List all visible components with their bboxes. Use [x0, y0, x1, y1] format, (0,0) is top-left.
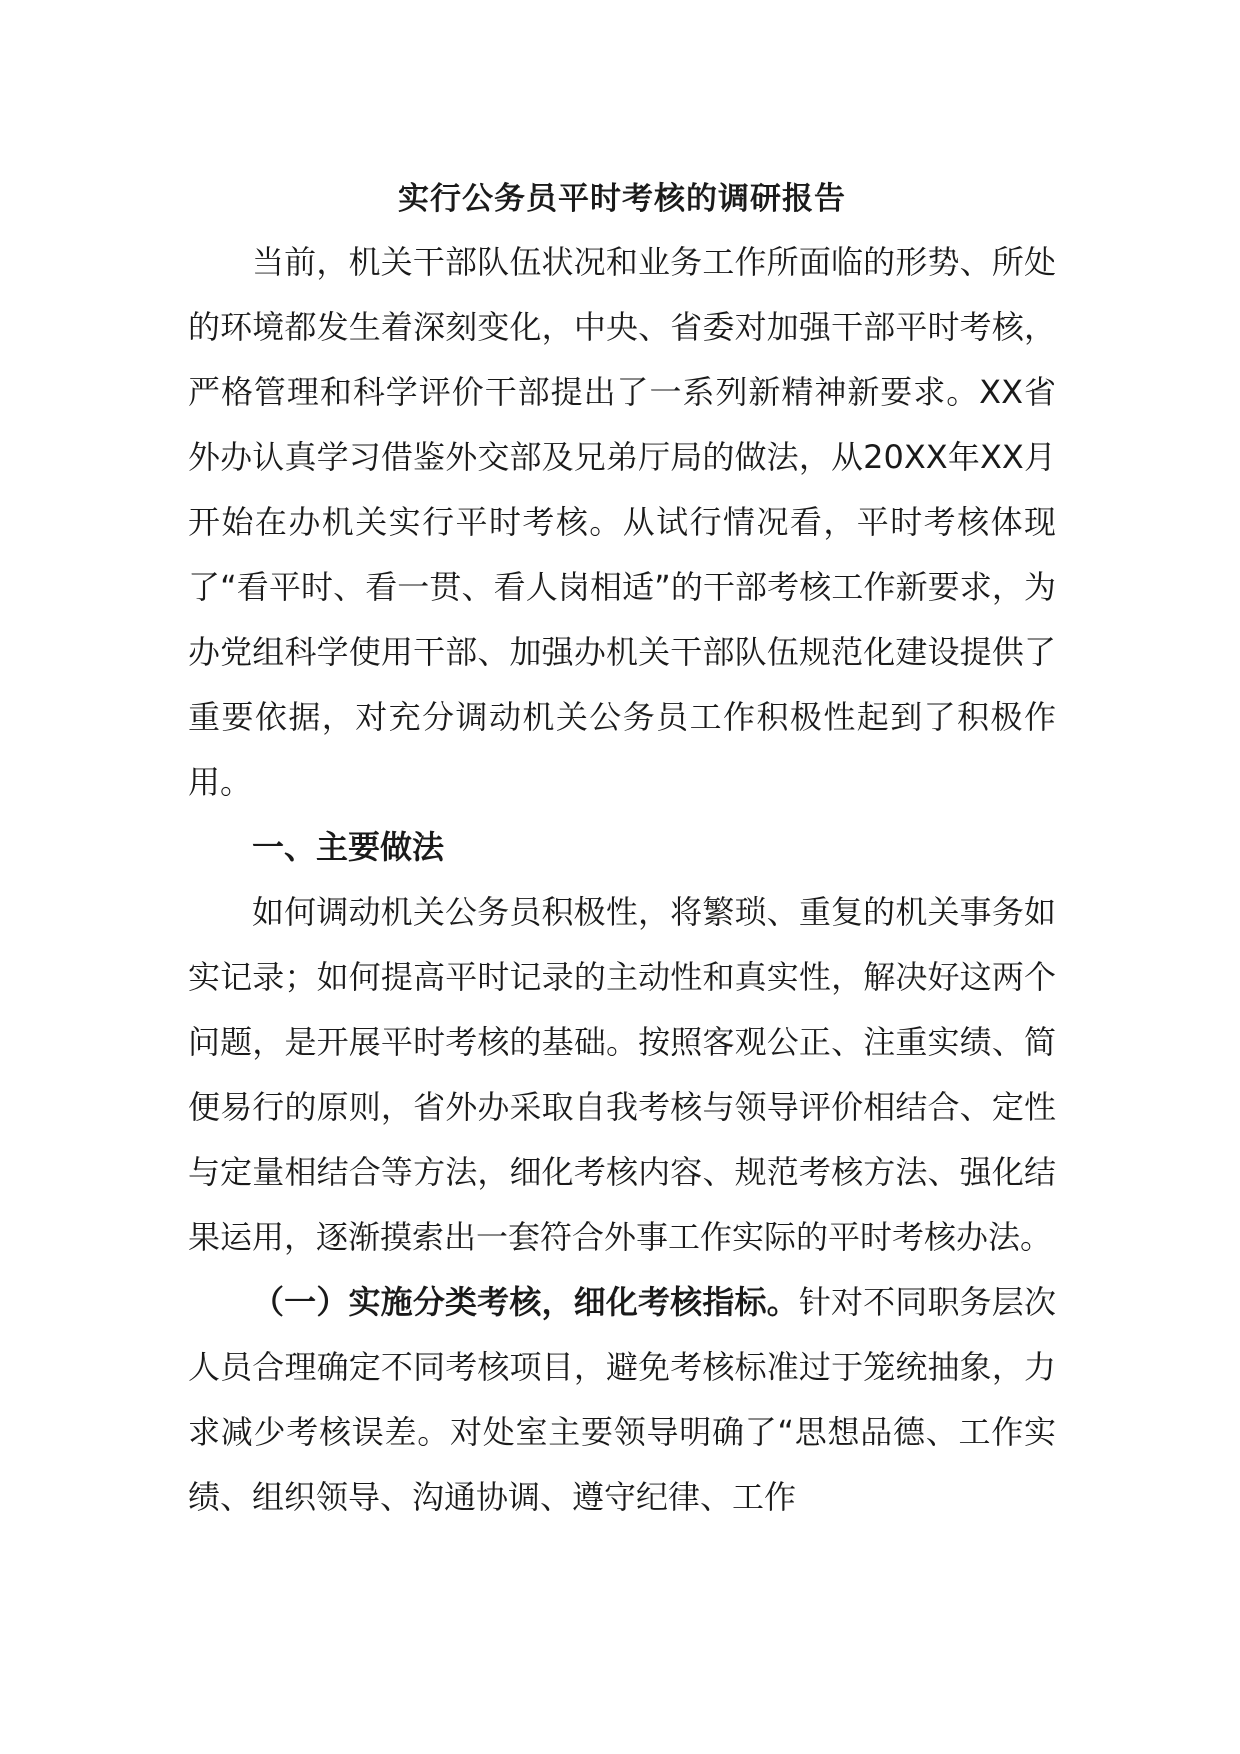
- document-title: 实行公务员平时考核的调研报告: [398, 181, 846, 217]
- section-body-paragraph: 如何调动机关公务员积极性，将繁琐、重复的机关事务如实记录；如何提高平时记录的主动性和真实性，解决好这两个问题，是开展平时考核的基础。按照客观公正、注重实绩、简便易行的原则，省外办采取自我考核与领导评价相结合、定性与定量相结合等方法，细化考核内容、规范考核方法、强化结果运用，逐渐摸索出一套符合外事工作实际的平时考核办法。: [188, 893, 1056, 1256]
- document-content: [188, 168, 1056, 1530]
- subsection-body-text: 针对不同职务层次人员合理确定不同考核项目，避免考核标准过于笼统抽象，力求减少考核误差。对处室主要领导明确了“思想品德、工作实绩、组织领导、沟通协调、遵守纪律、工作: [188, 1283, 1056, 1516]
- subsection-lead-heading: （一）实施分类考核，细化考核指标。: [252, 1283, 799, 1321]
- subsection-paragraph: [188, 1270, 1056, 1530]
- section-heading-main-practices: 一、主要做法: [252, 828, 445, 866]
- intro-paragraph: 当前，机关干部队伍状况和业务工作所面临的形势、所处的环境都发生着深刻变化，中央、省委对加强干部平时考核，严格管理和科学评价干部提出了一系列新精神新要求。XX省外办认真学习借鉴外交部及兄弟厅局的做法，从20XX年XX月开始在办机关实行平时考核。从试行情况看，平时考核体现了“看平时、看一贯、看人岗相适”的干部考核工作新要求，为办党组科学使用干部、加强办机关干部队伍规范化建设提供了重要依据，对充分调动机关公务员工作积极性起到了积极作用。: [188, 243, 1056, 801]
